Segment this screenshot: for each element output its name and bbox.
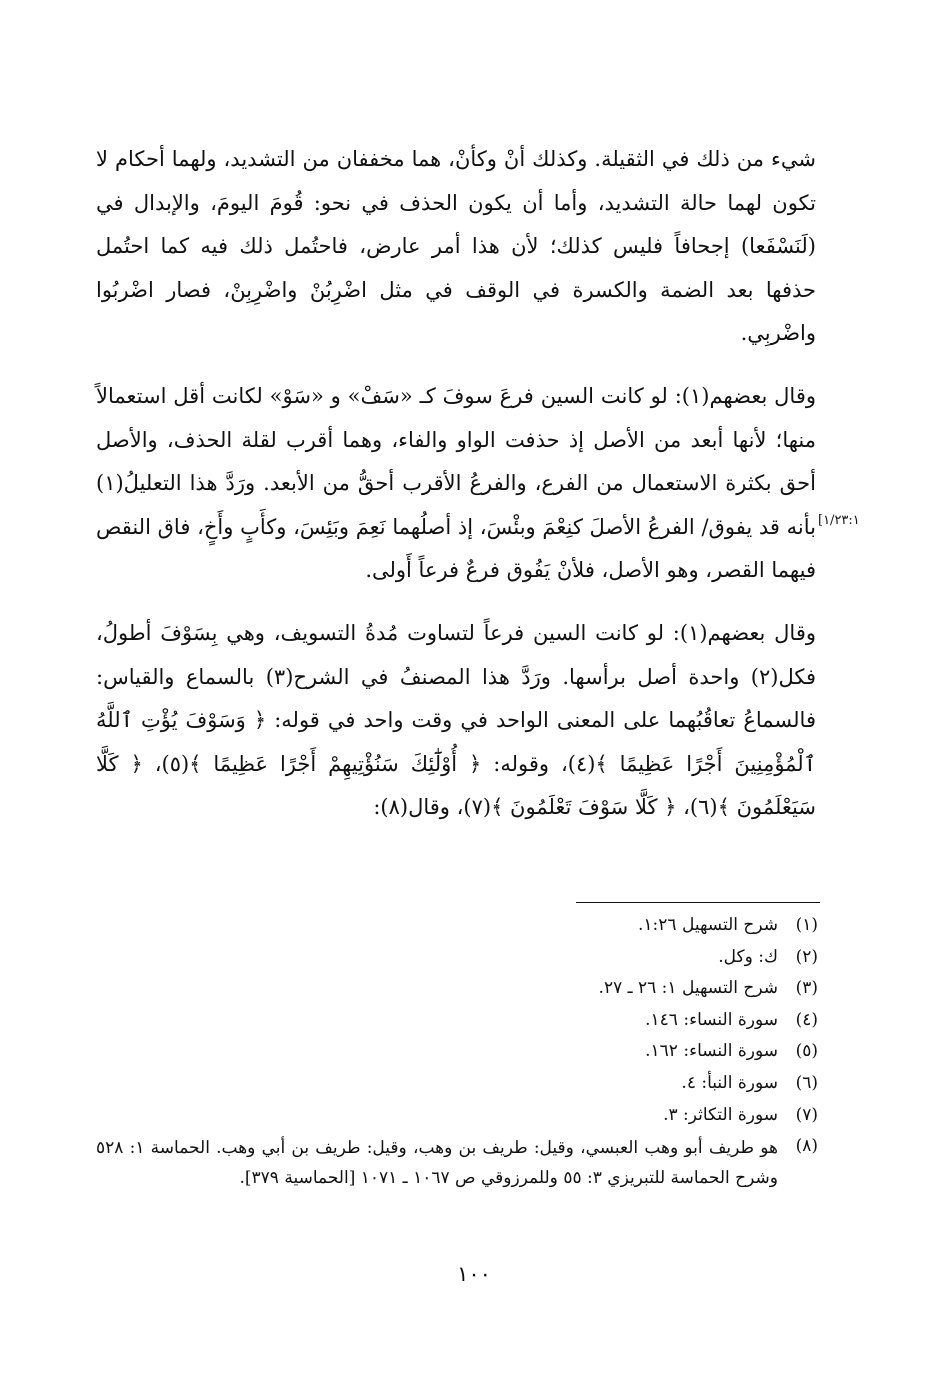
footnote-number: (١) — [795, 915, 818, 935]
footnote-text: شرح التسهيل ١:٢٦. — [638, 915, 778, 935]
footnote-text: شرح التسهيل ١: ٢٦ ـ ٢٧. — [598, 978, 778, 999]
footnote — [96, 910, 818, 942]
footnote-text: سورة التكاثر: ٣. — [663, 1104, 778, 1125]
footnote-number: (٥) — [795, 1041, 818, 1062]
footnote-number: (٤) — [795, 1009, 818, 1030]
footnote-number: (٢) — [795, 946, 818, 967]
footnote — [96, 942, 818, 974]
paragraph: وقال بعضهم(١): لو كانت السين فرعَ سوفَ كـ «سَفْ» و «سَوْ» لكانت أقل استعمالاً منها؛ لأنها أبعد من الأصل إذ حذفت الواو والفاء، وهما أقرب لقلة الحذف، والأصل أحق بكثرة الاستعمال من الفرع، والفرعُ الأقرب أحقُّ من الأبعد. ورَدَّ هذا التعليلُ(١) بأنه قد يفوق/ الفرعُ الأصلَ كنِعْمَ وبئْسَ، إذ أصلُهما نَعِمَ وبَئِسَ، وكأَبٍ وأَخٍ، فاق النقص فيهما القصر، وهو الأصل، فلأنْ يَفُوق فرعٌ فرعاً أَولى. — [96, 383, 817, 583]
footnote-text: سورة النساء: ١٦٢. — [645, 1041, 778, 1062]
page-number: ١٠٠ — [457, 1262, 491, 1286]
footnote-divider — [576, 902, 820, 903]
footnote — [96, 1131, 818, 1193]
footnote-number: (٨) — [795, 1136, 818, 1157]
footnote-number: (٦) — [795, 1072, 818, 1093]
footnotes — [96, 910, 818, 1193]
footnote — [96, 1005, 818, 1037]
manuscript-folio-note: [١/٢٣:١ — [818, 513, 860, 528]
footnote-text: سورة النبأ: ٤. — [681, 1072, 778, 1093]
footnote-text: هو طريف أبو وهب العبسي، وقيل: طريف بن وهب، وقيل: طريف بن أبي وهب. الحماسة ١: ٥٢٨ وشرح الحماسة للتبريزي ٣: ٥٥ وللمرزوقي ص ١٠٦٧ ـ ١٠٧١ [الحماسية ٣٧٩]. — [96, 1138, 779, 1189]
main-text — [96, 138, 816, 830]
footnote-number: (٣) — [795, 978, 818, 999]
footnote-text: سورة النساء: ١٤٦. — [645, 1009, 778, 1030]
footnote — [96, 1036, 818, 1068]
footnote-number: (٧) — [795, 1104, 818, 1125]
footnote — [96, 1068, 818, 1100]
footnote — [96, 1100, 818, 1132]
footnote — [96, 973, 818, 1005]
paragraph: وقال بعضهم(١): لو كانت السين فرعاً لتساوت مُدةُ التسويف، وهي بِسَوْفَ أطولُ، فكل(٢) واحدة أصل برأسها. ورَدَّ هذا المصنفُ في الشرح(٣) بالسماع والقياس: فالسماعُ تعاقُبُهما على المعنى الواحد في وقت واحد في قوله: ﴿ وَسَوْفَ يُؤْتِ ٱللَّهُ ٱلْمُؤْمِنِينَ أَجْرًا عَظِيمًا ﴾(٤)، وقوله: ﴿ أُوْلَٰٓئِكَ سَنُؤْتِيهِمْ أَجْرًا عَظِيمًا ﴾(٥)، ﴿ كَلَّا سَيَعْلَمُونَ ﴾(٦)، ﴿ كَلَّا سَوْفَ تَعْلَمُونَ ﴾(٧)، وقال(٨): — [96, 620, 817, 820]
paragraph: شيء من ذلك في الثقيلة. وكذلك أنْ وكأنْ، هما مخففان من التشديد، ولهما أحكام لا تكون لهما حالة التشديد، وأما أن يكون الحذف في نحو: قُومَ اليومَ، والإبدال في (لَنَسْفَعا) إجحافاً فليس كذلك؛ لأن هذا أمر عارض، فاحتُمل ذلك فيه كما احتُمل حذفها بعد الضمة والكسرة في الوقف في مثل اضْرِبُنْ واضْرِبِنْ، فصار اضْربُوا واضْربِي. — [96, 147, 816, 346]
footnote-text: ك: وكل. — [718, 946, 778, 967]
